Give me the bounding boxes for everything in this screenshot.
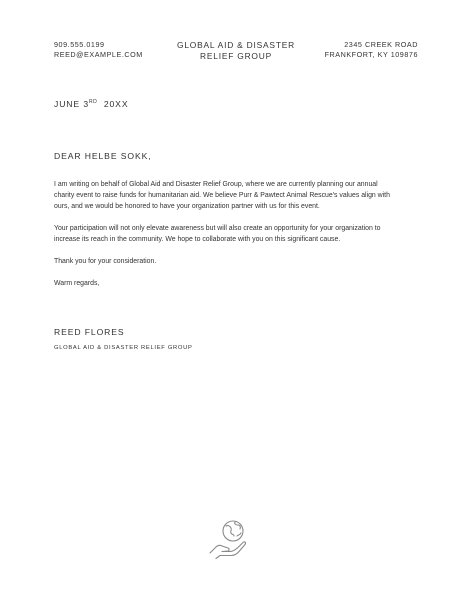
globe-in-hand-icon [207,516,255,564]
signature-organization: GLOBAL AID & DISASTER RELIEF GROUP [54,345,193,351]
paragraph-line: I am writing on behalf of Global Aid and Disaster Relief Group, where we are currently planning our annual [54,181,378,188]
sender-contact [54,40,143,59]
address-line2: FRANKFORT, KY 109876 [324,49,418,59]
paragraph-line: Your participation will not only elevate awareness but will also create an opportunity for your organization to [54,225,381,232]
paragraph-intro [54,179,414,212]
organization-name-line2: RELIEF GROUP [200,50,272,61]
organization-name-line1: GLOBAL AID & DISASTER [177,40,295,50]
date-year: 20XX [103,99,129,109]
date-month-day: JUNE 3 [54,99,90,109]
sender-address [325,40,418,59]
letter-body [54,179,414,300]
paragraph-participation [54,223,414,245]
paragraph-line: increase its reach in the community. We hope to collaborate with you on this significant cause. [54,236,341,243]
sender-email: REED@EXAMPLE.COM [54,49,143,59]
closing-line: Warm regards, [54,280,100,287]
signature-name: REED FLORES [54,327,125,337]
sender-phone: 909.555.0199 [54,40,105,49]
salutation: DEAR HELBE SOKK, [54,151,152,161]
date-ordinal-suffix: RD [89,99,98,105]
letter-date [54,99,128,109]
paragraph-thanks [54,256,414,267]
closing [54,278,414,289]
paragraph-line: ours, and we would be honored to have your organization partner with us for this event. [54,203,320,210]
sender-organization [160,40,312,61]
address-line1: 2345 CREEK ROAD [344,40,418,49]
paragraph-line: charity event to raise funds for humanitarian aid. We believe Purr & Pawtect Animal Rescue's values align with [54,192,390,199]
paragraph-line: Thank you for your consideration. [54,258,157,265]
